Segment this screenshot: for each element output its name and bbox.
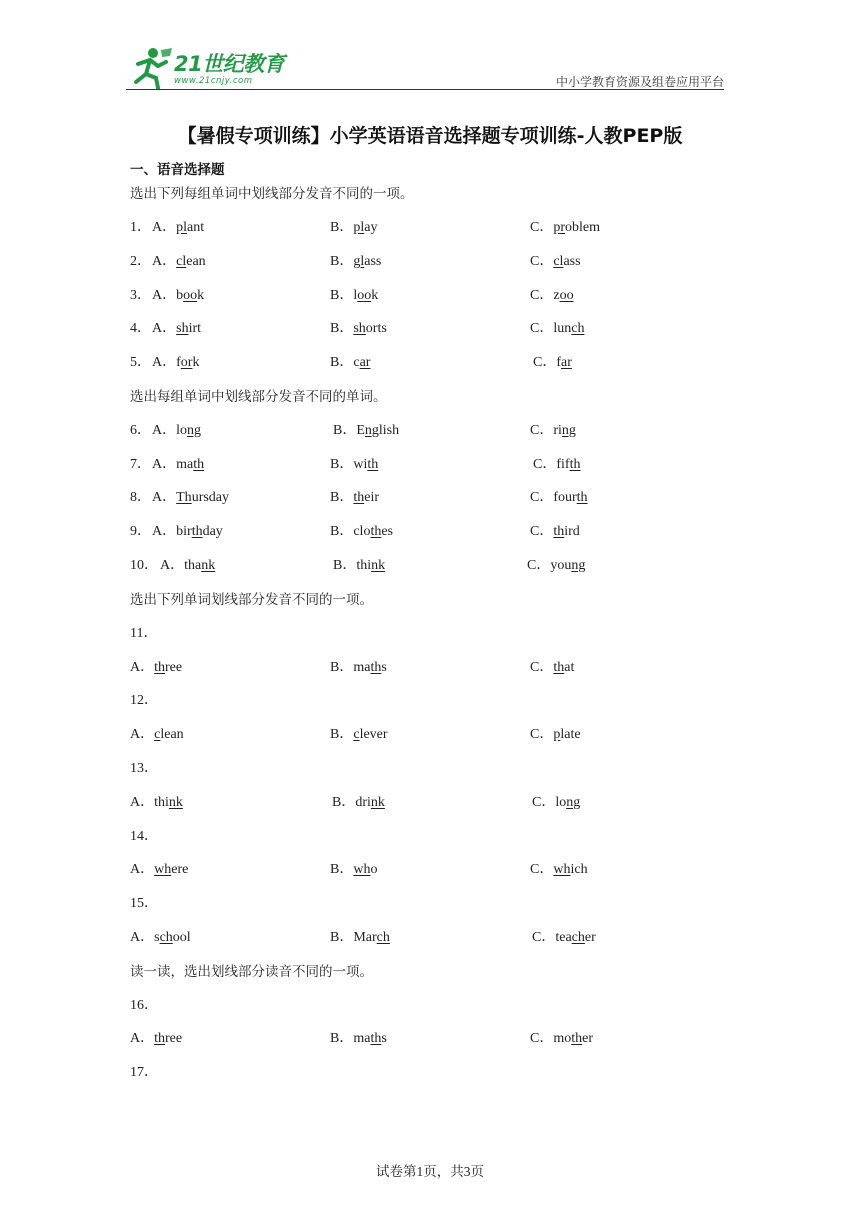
underlined-letters: oo — [357, 288, 372, 303]
word-suffix: s — [381, 1031, 387, 1046]
option-letter: B． — [330, 660, 354, 675]
option-letter: A． — [152, 524, 177, 539]
option-letter: C． — [532, 930, 556, 945]
word-suffix: ere — [171, 862, 189, 877]
option-c — [530, 420, 576, 442]
option-letter: C． — [530, 254, 554, 269]
option-a — [152, 454, 204, 476]
option-a — [152, 285, 204, 307]
instruction-text: 选出每组单词中划线部分发音不同的单词。 — [130, 389, 387, 405]
option-letter: B． — [330, 1031, 354, 1046]
underlined-letters: nk — [371, 558, 386, 573]
word-suffix: er — [582, 1031, 594, 1046]
underlined-letters: th — [576, 490, 588, 505]
option-letter: A． — [130, 795, 155, 810]
underlined-letters: p — [553, 727, 561, 742]
option-letter: B． — [332, 795, 356, 810]
question-row — [130, 555, 730, 577]
underlined-letters: ch — [571, 930, 585, 945]
word-suffix: es — [381, 524, 394, 539]
question-number: 17． — [130, 1065, 158, 1080]
underlined-letters: th — [553, 524, 565, 539]
underlined-letters: th — [370, 1031, 382, 1046]
question-row — [130, 487, 730, 509]
question-row — [130, 318, 730, 340]
word-suffix: ool — [172, 930, 191, 945]
logo-wordmark: 21世纪教育 — [174, 52, 285, 76]
question-number: 2． — [130, 254, 151, 269]
word-suffix: k — [371, 288, 379, 303]
option-letter: A． — [130, 727, 155, 742]
option-letter: A． — [152, 490, 177, 505]
option-c — [533, 352, 572, 374]
underlined-letters: th — [154, 660, 166, 675]
question-options — [130, 859, 730, 881]
underlined-letters: ng — [187, 423, 202, 438]
question-options — [130, 724, 730, 746]
option-b — [330, 859, 377, 881]
underlined-letters: wh — [553, 862, 571, 877]
option-letter: A． — [130, 660, 155, 675]
word-prefix: mo — [553, 1031, 572, 1046]
question-number: 15． — [130, 896, 158, 911]
option-b — [330, 217, 377, 239]
question-row — [130, 285, 730, 307]
word-prefix: wi — [353, 457, 368, 472]
word-prefix: bir — [176, 524, 192, 539]
question-number: 16． — [130, 998, 158, 1013]
instruction-text: 选出下列单词划线部分发音不同的一项。 — [130, 592, 373, 608]
word-suffix: ursday — [191, 490, 230, 505]
question-row — [130, 454, 730, 476]
question-row — [130, 217, 730, 239]
word-prefix: dri — [355, 795, 371, 810]
site-logo[interactable] — [128, 46, 288, 90]
option-b — [332, 792, 385, 814]
option-letter: A． — [130, 1031, 155, 1046]
option-letter: B． — [333, 558, 357, 573]
header-divider — [126, 89, 724, 90]
question-options — [130, 657, 730, 679]
site-tagline: 中小学教育资源及组卷应用平台 — [555, 75, 724, 89]
word-suffix: eir — [364, 490, 379, 505]
question-options — [130, 927, 730, 949]
underlined-letters: sh — [176, 321, 189, 336]
word-suffix: ant — [187, 220, 205, 235]
underlined-letters: or — [180, 355, 193, 370]
underlined-letters: cl — [176, 254, 187, 269]
underlined-letters: sh — [353, 321, 366, 336]
word-suffix: ass — [563, 254, 581, 269]
question-row — [130, 521, 730, 543]
word-prefix: tea — [555, 930, 572, 945]
logo-url: www.21cnjy.com — [174, 76, 253, 86]
word-prefix: f — [556, 355, 562, 370]
option-letter: A． — [152, 288, 177, 303]
option-a — [152, 487, 229, 509]
option-a — [152, 318, 201, 340]
option-letter: C． — [530, 220, 554, 235]
word-prefix: you — [550, 558, 572, 573]
word-prefix: lo — [555, 795, 567, 810]
word-suffix: late — [560, 727, 581, 742]
word-suffix: ird — [564, 524, 580, 539]
option-b — [330, 454, 378, 476]
underlined-letters: ng — [566, 795, 581, 810]
underlined-letters: ch — [376, 930, 390, 945]
option-letter: A． — [160, 558, 185, 573]
question-row — [130, 251, 730, 273]
option-b — [330, 251, 381, 273]
option-a — [152, 251, 206, 273]
option-letter: A． — [152, 220, 177, 235]
option-c — [532, 792, 580, 814]
word-suffix: ree — [165, 1031, 183, 1046]
option-b — [330, 724, 388, 746]
underlined-letters: th — [553, 660, 565, 675]
option-letter: A． — [152, 254, 177, 269]
word-prefix: ma — [176, 457, 194, 472]
word-prefix: thi — [154, 795, 169, 810]
question-number: 11． — [130, 626, 158, 641]
page-header — [0, 0, 860, 95]
word-prefix: b — [176, 288, 184, 303]
underlined-letters: th — [367, 457, 379, 472]
option-letter: B． — [330, 321, 354, 336]
question-number: 7． — [130, 457, 151, 472]
word-suffix: ean — [186, 254, 206, 269]
option-letter: C． — [530, 660, 554, 675]
underlined-letters: th — [191, 524, 203, 539]
underlined-letters: wh — [353, 862, 371, 877]
option-c — [533, 454, 580, 476]
instruction-text: 读一读，选出划线部分读音不同的一项。 — [130, 964, 373, 980]
word-suffix: o — [370, 862, 378, 877]
word-suffix: irt — [188, 321, 202, 336]
option-letter: B． — [330, 220, 354, 235]
word-prefix: lun — [553, 321, 572, 336]
underlined-letters: Th — [176, 490, 192, 505]
instruction-text: 选出下列每组单词中划线部分发音不同的一项。 — [130, 186, 414, 202]
question-number: 9． — [130, 524, 151, 539]
word-prefix: s — [154, 930, 160, 945]
option-letter: B． — [330, 288, 354, 303]
underlined-letters: th — [154, 1031, 166, 1046]
underlined-letters: wh — [154, 862, 172, 877]
option-b — [330, 318, 387, 340]
option-a — [130, 657, 182, 679]
underlined-letters: ar — [561, 355, 572, 370]
option-letter: A． — [152, 423, 177, 438]
option-letter: B． — [330, 727, 354, 742]
question-options — [130, 792, 730, 814]
option-a — [152, 420, 201, 442]
word-prefix: four — [553, 490, 577, 505]
question-number: 6． — [130, 423, 151, 438]
question-number: 14． — [130, 829, 158, 844]
option-letter: B． — [330, 254, 354, 269]
word-prefix: ma — [353, 1031, 371, 1046]
word-prefix: lo — [176, 423, 188, 438]
word-prefix: fif — [556, 457, 570, 472]
option-letter: C． — [533, 457, 557, 472]
question-options — [130, 1028, 730, 1050]
option-c — [530, 217, 600, 239]
word-suffix: day — [202, 524, 223, 539]
word-suffix: er — [584, 930, 596, 945]
underlined-letters: nk — [201, 558, 216, 573]
option-letter: C． — [530, 288, 554, 303]
underlined-letters: pr — [553, 220, 566, 235]
option-letter: C． — [530, 423, 554, 438]
underlined-letters: oo — [559, 288, 574, 303]
option-letter: A． — [130, 930, 155, 945]
option-c — [530, 487, 588, 509]
word-prefix: z — [553, 288, 560, 303]
word-prefix: l — [353, 288, 358, 303]
word-prefix: c — [353, 355, 360, 370]
question-row — [130, 420, 730, 442]
option-letter: B． — [330, 524, 354, 539]
word-suffix: k — [192, 355, 200, 370]
option-a — [130, 859, 188, 881]
word-prefix: ma — [353, 660, 371, 675]
option-a — [152, 521, 223, 543]
option-c — [530, 724, 581, 746]
section-heading: 一、语音选择题 — [130, 162, 225, 178]
option-letter: B． — [330, 355, 354, 370]
option-letter: B． — [330, 862, 354, 877]
word-prefix: f — [176, 355, 181, 370]
word-suffix: orts — [365, 321, 387, 336]
option-b — [333, 555, 385, 577]
underlined-letters: ng — [571, 558, 586, 573]
word-suffix: ay — [364, 220, 378, 235]
question-number: 10． — [130, 558, 158, 573]
page-title: 【暑假专项训练】小学英语语音选择题专项训练-人教PEP版 — [177, 125, 683, 147]
word-suffix: lean — [160, 727, 184, 742]
underlined-letters: nk — [168, 795, 183, 810]
question-number: 4． — [130, 321, 151, 336]
word-suffix: ass — [364, 254, 382, 269]
word-suffix: lever — [359, 727, 388, 742]
option-a — [130, 1028, 182, 1050]
option-c — [530, 657, 574, 679]
option-letter: A． — [152, 321, 177, 336]
word-prefix: ri — [553, 423, 562, 438]
option-a — [160, 555, 215, 577]
option-c — [532, 927, 596, 949]
option-b — [330, 487, 379, 509]
option-b — [330, 657, 387, 679]
underlined-letters: th — [571, 1031, 583, 1046]
underlined-letters: ar — [359, 355, 371, 370]
option-letter: B． — [333, 423, 357, 438]
option-letter: B． — [330, 457, 354, 472]
underlined-letters: th — [370, 660, 382, 675]
underlined-letters: pl — [176, 220, 188, 235]
word-prefix: Mar — [353, 930, 377, 945]
option-c — [530, 318, 584, 340]
word-prefix: clo — [353, 524, 371, 539]
option-letter: A． — [152, 355, 177, 370]
underlined-letters: c — [154, 727, 161, 742]
option-b — [330, 927, 390, 949]
underlined-letters: th — [353, 490, 365, 505]
option-letter: A． — [152, 457, 177, 472]
option-b — [330, 285, 378, 307]
word-prefix: thi — [356, 558, 372, 573]
option-letter: C． — [532, 795, 556, 810]
underlined-letters: gl — [353, 254, 365, 269]
option-b — [333, 420, 399, 442]
question-number: 13． — [130, 761, 158, 776]
option-letter: C． — [530, 727, 554, 742]
option-a — [130, 927, 191, 949]
word-suffix: ich — [570, 862, 588, 877]
word-suffix: lish — [378, 423, 400, 438]
word-prefix: E — [356, 423, 365, 438]
option-a — [152, 352, 199, 374]
word-suffix: k — [197, 288, 205, 303]
option-letter: C． — [530, 524, 554, 539]
underlined-letters: th — [370, 524, 382, 539]
word-suffix: ree — [165, 660, 183, 675]
underlined-letters: ch — [571, 321, 585, 336]
option-a — [130, 724, 184, 746]
word-suffix: at — [564, 660, 575, 675]
option-letter: C． — [530, 1031, 554, 1046]
option-c — [530, 521, 580, 543]
word-suffix: s — [381, 660, 387, 675]
option-b — [330, 1028, 387, 1050]
option-b — [330, 352, 370, 374]
underlined-letters: ng — [364, 423, 379, 438]
question-row — [130, 352, 730, 374]
option-c — [530, 859, 588, 881]
underlined-letters: ch — [159, 930, 173, 945]
question-number: 5． — [130, 355, 151, 370]
underlined-letters: th — [193, 457, 205, 472]
option-c — [530, 1028, 593, 1050]
option-letter: C． — [530, 862, 554, 877]
option-letter: B． — [330, 490, 354, 505]
word-prefix: tha — [184, 558, 202, 573]
option-letter: B． — [330, 930, 354, 945]
question-number: 3． — [130, 288, 151, 303]
option-letter: C． — [530, 490, 554, 505]
option-a — [130, 792, 183, 814]
question-number: 12． — [130, 693, 158, 708]
option-c — [527, 555, 585, 577]
word-suffix: oblem — [565, 220, 601, 235]
option-b — [330, 521, 393, 543]
option-c — [530, 285, 574, 307]
option-a — [152, 217, 204, 239]
runner-logo-icon — [128, 46, 174, 90]
option-letter: C． — [527, 558, 551, 573]
underlined-letters: nk — [370, 795, 385, 810]
question-number: 1． — [130, 220, 151, 235]
underlined-letters: cl — [553, 254, 564, 269]
underlined-letters: th — [569, 457, 581, 472]
page-footer: 试卷第1页，共3页 — [376, 1164, 484, 1179]
underlined-letters: c — [353, 727, 360, 742]
option-letter: C． — [530, 321, 554, 336]
option-letter: C． — [533, 355, 557, 370]
underlined-letters: pl — [353, 220, 365, 235]
option-c — [530, 251, 581, 273]
option-letter: A． — [130, 862, 155, 877]
question-number: 8． — [130, 490, 151, 505]
underlined-letters: oo — [183, 288, 198, 303]
underlined-letters: ng — [561, 423, 576, 438]
